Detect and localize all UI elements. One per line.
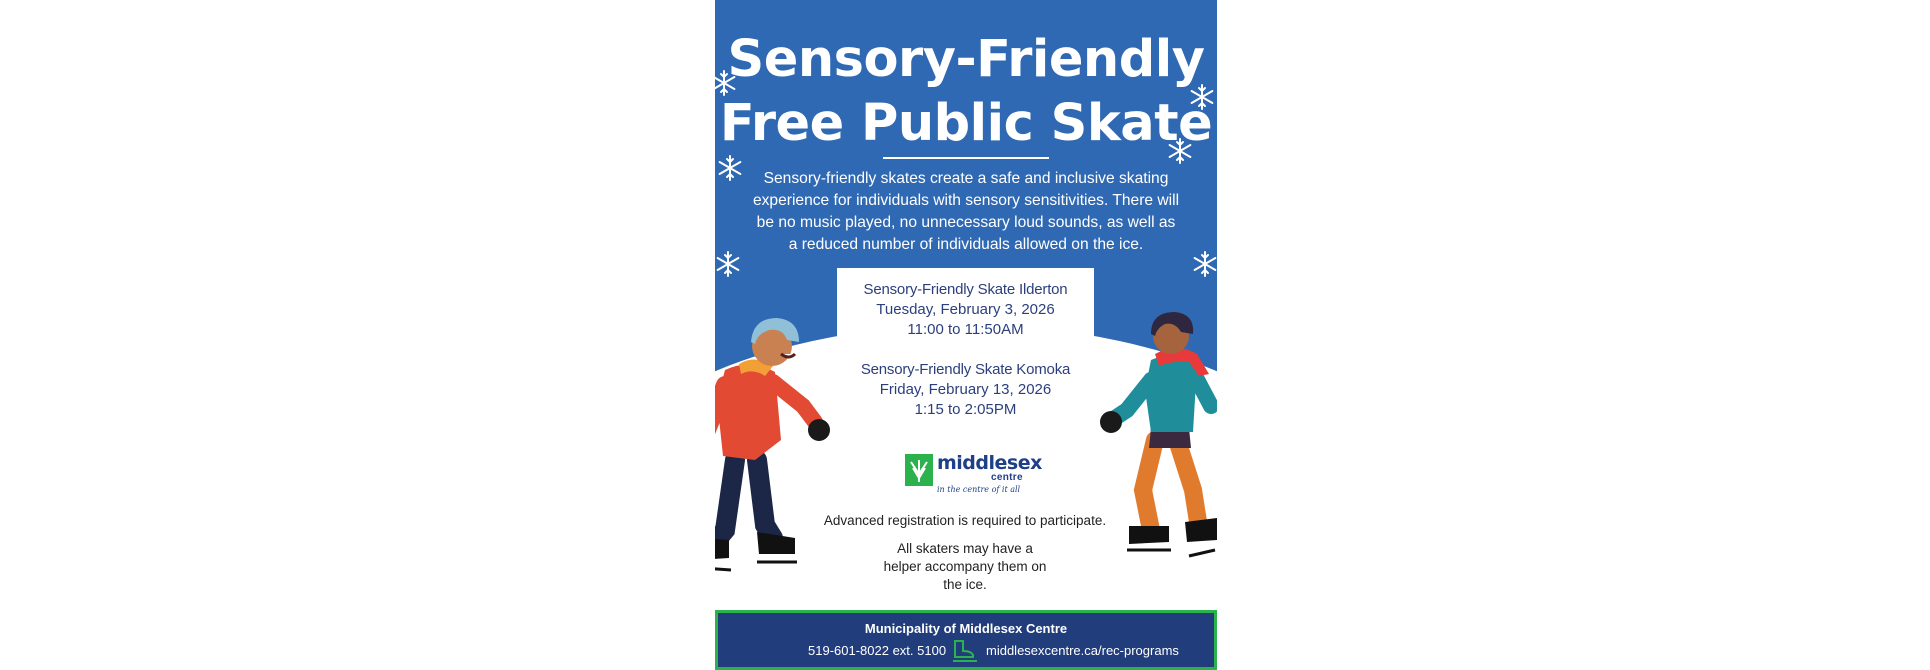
middlesex-tree-logo [905, 454, 933, 486]
registration-note: Advanced registration is required to participate. [823, 513, 1107, 528]
logo-sub: centre [991, 472, 1023, 483]
right-skater-illustration [1085, 310, 1217, 578]
event-date: Tuesday, February 3, 2026 [876, 301, 1055, 318]
title-line-2: Free Public Skate [719, 94, 1213, 153]
helper-note: All skaters may have a helper accompany them on the ice. [883, 541, 1047, 592]
poster [715, 0, 1217, 670]
event-name: Sensory-Friendly Skate Komoka [860, 361, 1071, 378]
snowflake-icon [715, 153, 745, 183]
event-time: 1:15 to 2:05PM [914, 401, 1017, 418]
event-komoka [837, 360, 1094, 420]
event-date: Friday, February 13, 2026 [879, 381, 1052, 398]
title-divider [883, 157, 1049, 159]
footer-bar [715, 610, 1217, 670]
snowflake-icon [1190, 249, 1217, 279]
poster-title [715, 28, 1217, 156]
title-line-1: Sensory-Friendly [727, 30, 1205, 89]
footer-url[interactable]: middlesexcentre.ca/rec-programs [986, 643, 1179, 658]
event-ilderton [837, 280, 1094, 340]
event-name: Sensory-Friendly Skate Ilderton [863, 281, 1068, 298]
intro-text: Sensory-friendly skates create a safe and inclusive skating experience for individuals with sensory sensitivities. There will be no music played, no unnecessary loud sounds, as well as a reduced number of individuals allowed on the ice. [752, 170, 1180, 253]
middlesex-centre-logo [905, 452, 1042, 498]
footer-phone: 519-601-8022 ext. 5100 [808, 643, 947, 658]
skate-icon [951, 639, 979, 663]
snowflake-icon [715, 249, 743, 279]
logo-tagline: in the centre of it all [937, 485, 1021, 494]
event-time: 11:00 to 11:50AM [907, 321, 1024, 338]
logo-name: middlesex [937, 452, 1042, 474]
footer-title: Municipality of Middlesex Centre [864, 621, 1068, 636]
left-skater-illustration [715, 310, 845, 578]
